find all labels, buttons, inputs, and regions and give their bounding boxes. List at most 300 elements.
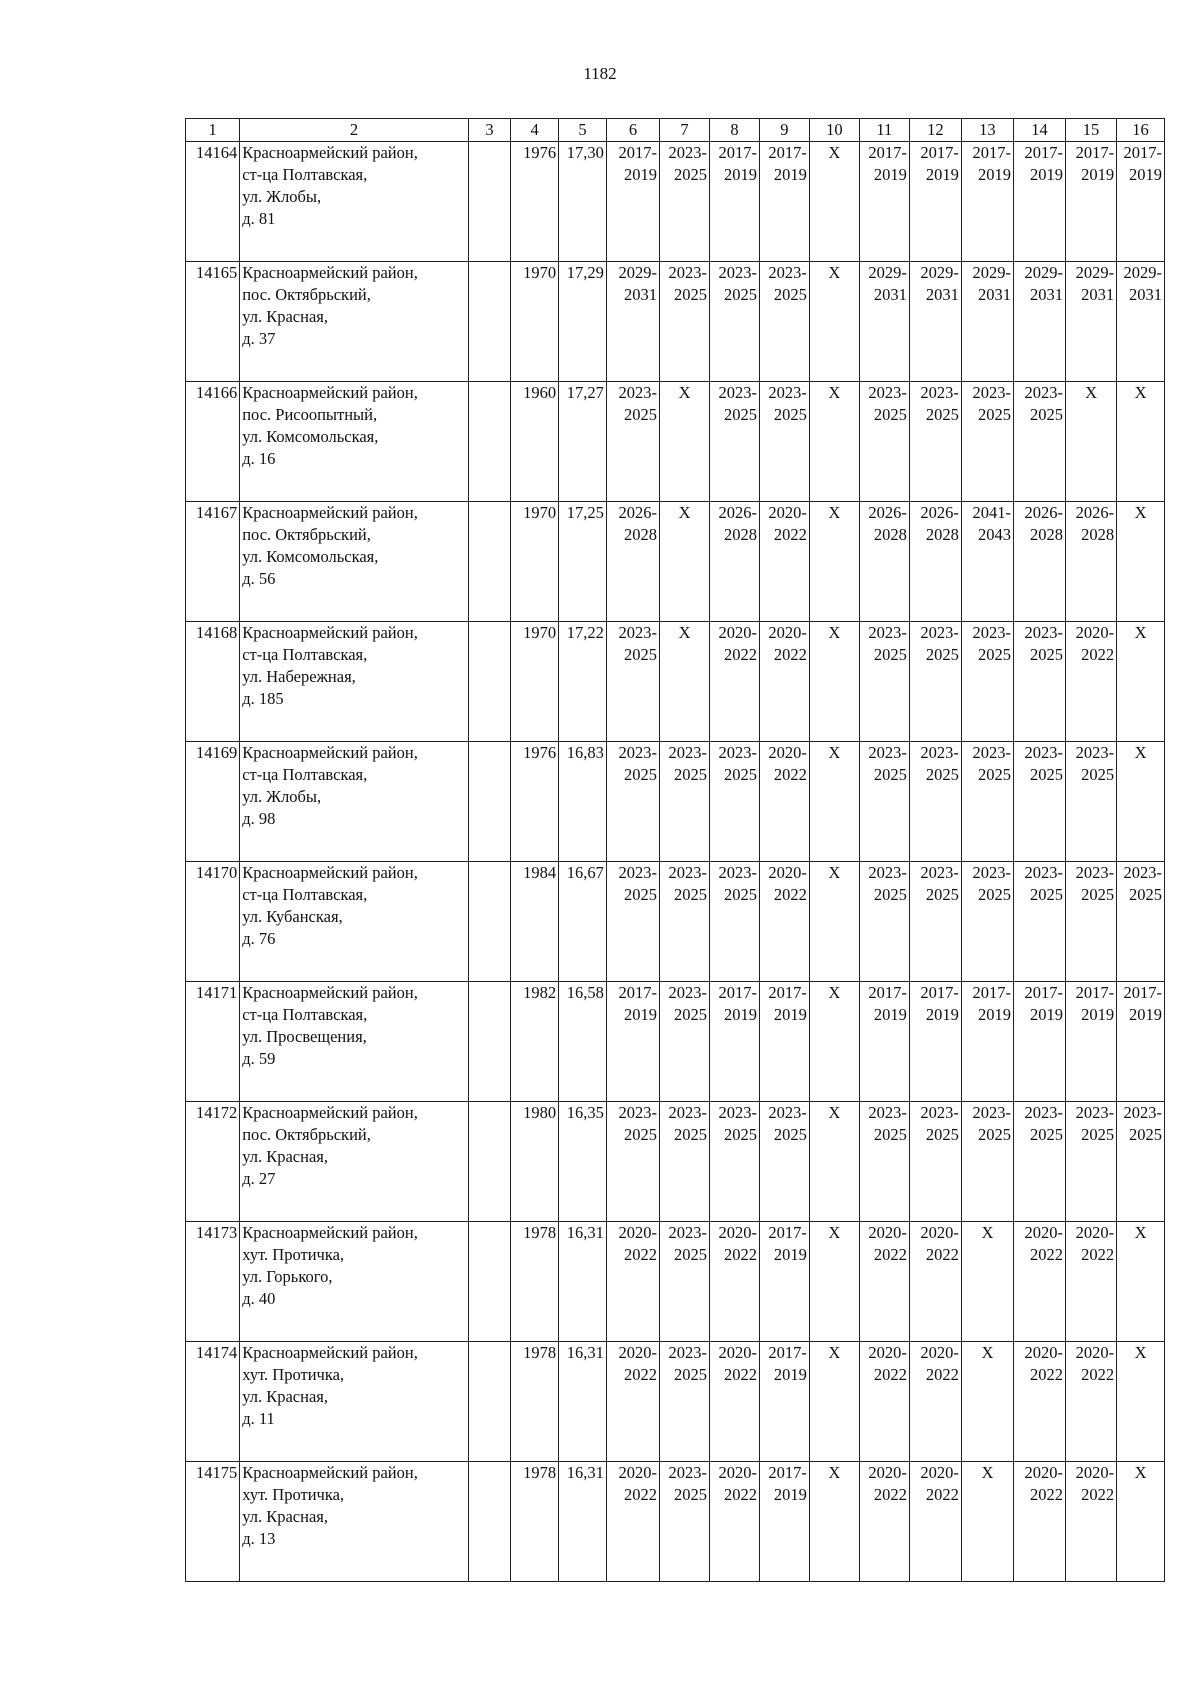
period-part: 2020- [1024, 1343, 1064, 1362]
period-part: 2020- [718, 623, 757, 642]
period-cell [859, 1342, 909, 1462]
period-cell [859, 1462, 909, 1582]
period-part: 2023- [618, 383, 658, 402]
period-cell [1066, 742, 1117, 862]
table-row [186, 622, 1165, 742]
period-part: 2028 [1081, 525, 1115, 544]
period-cell [859, 502, 909, 622]
period-part: 2025 [977, 885, 1011, 904]
value-cell: 16,31 [559, 1342, 607, 1462]
column-3-cell [468, 622, 511, 742]
year-cell: 1960 [511, 382, 559, 502]
period-part: 2022 [624, 1245, 658, 1264]
column-header-11: 11 [859, 119, 909, 142]
address-line: Красноармейский район, [242, 383, 418, 402]
period-part: 2022 [1081, 1485, 1115, 1504]
period-cell: X [809, 622, 859, 742]
period-part: 2028 [624, 525, 658, 544]
period-cell: X [961, 1462, 1013, 1582]
period-part: 2022 [1081, 645, 1115, 664]
address-line: д. 13 [242, 1529, 276, 1548]
row-id: 14170 [186, 862, 240, 982]
period-part: 2029- [1024, 263, 1064, 282]
period-cell [859, 382, 909, 502]
address-cell [240, 142, 469, 262]
address-cell [240, 742, 469, 862]
period-cell [759, 142, 809, 262]
address-line: ул. Жлобы, [242, 787, 322, 806]
year-cell: 1976 [511, 742, 559, 862]
address-cell [240, 262, 469, 382]
period-cell [660, 742, 710, 862]
period-cell [859, 982, 909, 1102]
period-part: 2031 [977, 285, 1011, 304]
period-part: 2025 [773, 1125, 807, 1144]
period-part: 2020- [920, 1223, 959, 1242]
period-cell [606, 1102, 659, 1222]
period-cell [606, 982, 659, 1102]
period-part: 2023- [718, 263, 757, 282]
period-part: 2028 [1030, 525, 1064, 544]
row-id: 14173 [186, 1222, 240, 1342]
period-cell [859, 142, 909, 262]
period-part: 2025 [1129, 885, 1162, 904]
table-row [186, 502, 1165, 622]
period-part: 2020- [920, 1343, 959, 1362]
period-part: 2025 [723, 765, 757, 784]
period-part: 2029- [1075, 263, 1115, 282]
value-cell: 16,58 [559, 982, 607, 1102]
period-cell [759, 1222, 809, 1342]
period-part: 2023- [618, 743, 658, 762]
period-cell: X [660, 382, 710, 502]
period-part: 2025 [624, 405, 658, 424]
address-line: Красноармейский район, [242, 743, 418, 762]
column-3-cell [468, 142, 511, 262]
column-header-7: 7 [660, 119, 710, 142]
period-cell [759, 1102, 809, 1222]
year-cell: 1970 [511, 502, 559, 622]
year-cell: 1978 [511, 1342, 559, 1462]
period-cell [606, 502, 659, 622]
period-part: 2019 [624, 1005, 658, 1024]
address-line: ул. Набережная, [242, 667, 356, 686]
period-part: 2022 [1081, 1245, 1115, 1264]
period-cell [859, 742, 909, 862]
period-cell [606, 1462, 659, 1582]
address-line: д. 76 [242, 929, 276, 948]
period-part: 2025 [723, 1125, 757, 1144]
period-part: 2025 [873, 1125, 907, 1144]
period-part: 2023- [668, 863, 707, 882]
table-body [186, 142, 1165, 1582]
period-cell [1066, 1342, 1117, 1462]
period-part: 2022 [723, 1485, 757, 1504]
period-cell [660, 1342, 710, 1462]
period-part: 2019 [773, 1245, 807, 1264]
year-cell: 1970 [511, 262, 559, 382]
period-part: 2026- [1024, 503, 1064, 522]
period-part: 2029- [618, 263, 658, 282]
address-line: ул. Комсомольская, [242, 427, 379, 446]
period-cell: X [660, 502, 710, 622]
period-part: 2019 [1129, 165, 1162, 184]
column-3-cell [468, 982, 511, 1102]
data-table [185, 118, 1165, 1582]
period-cell [759, 1462, 809, 1582]
period-cell: X [809, 982, 859, 1102]
period-part: 2022 [624, 1365, 658, 1384]
period-part: 2029- [920, 263, 959, 282]
period-part: 2019 [977, 165, 1011, 184]
period-cell [1066, 502, 1117, 622]
period-cell [961, 742, 1013, 862]
period-part: 2019 [773, 1005, 807, 1024]
period-part: 2022 [1030, 1485, 1064, 1504]
period-cell [759, 742, 809, 862]
period-part: 2025 [674, 165, 707, 184]
period-cell [660, 1222, 710, 1342]
column-header-5: 5 [559, 119, 607, 142]
table-row [186, 982, 1165, 1102]
row-id: 14172 [186, 1102, 240, 1222]
column-header-8: 8 [710, 119, 760, 142]
table-row [186, 1462, 1165, 1582]
column-header-12: 12 [909, 119, 961, 142]
period-cell [606, 622, 659, 742]
period-cell [1013, 382, 1065, 502]
period-part: 2020- [618, 1343, 658, 1362]
period-part: 2022 [624, 1485, 658, 1504]
period-part: 2022 [873, 1485, 907, 1504]
address-line: Красноармейский район, [242, 503, 418, 522]
period-part: 2020- [868, 1463, 907, 1482]
period-cell: X [1117, 622, 1165, 742]
period-part: 2020- [768, 623, 807, 642]
period-cell: X [961, 1222, 1013, 1342]
period-cell: X [1066, 382, 1117, 502]
period-part: 2023- [668, 983, 707, 1002]
address-line: хут. Протичка, [242, 1245, 345, 1264]
period-cell [961, 862, 1013, 982]
period-part: 2019 [773, 1365, 807, 1384]
column-header-14: 14 [1013, 119, 1065, 142]
header-row [186, 119, 1165, 142]
period-part: 2017- [768, 1223, 807, 1242]
address-line: Красноармейский район, [242, 983, 418, 1002]
table-row [186, 742, 1165, 862]
period-part: 2025 [1081, 765, 1115, 784]
period-part: 2025 [977, 1125, 1011, 1144]
period-cell: X [961, 1342, 1013, 1462]
address-line: д. 81 [242, 209, 276, 228]
period-cell [1013, 502, 1065, 622]
period-part: 2022 [1081, 1365, 1115, 1384]
period-part: 2029- [972, 263, 1011, 282]
period-part: 2028 [925, 525, 959, 544]
period-part: 2025 [674, 1245, 707, 1264]
address-cell [240, 1102, 469, 1222]
period-cell [1013, 1342, 1065, 1462]
period-cell [909, 1462, 961, 1582]
period-part: 2023- [668, 743, 707, 762]
period-part: 2025 [873, 765, 907, 784]
period-cell [1013, 862, 1065, 982]
period-cell [859, 1222, 909, 1342]
period-cell [660, 262, 710, 382]
period-part: 2025 [1081, 885, 1115, 904]
period-part: 2022 [723, 645, 757, 664]
table-row [186, 1342, 1165, 1462]
period-part: 2025 [674, 885, 707, 904]
address-line: Красноармейский район, [242, 863, 418, 882]
period-cell [1066, 982, 1117, 1102]
value-cell: 16,31 [559, 1462, 607, 1582]
period-cell [961, 982, 1013, 1102]
period-part: 2025 [624, 1125, 658, 1144]
period-part: 2023- [1024, 623, 1064, 642]
year-cell: 1980 [511, 1102, 559, 1222]
period-part: 2025 [773, 405, 807, 424]
period-cell [909, 502, 961, 622]
address-cell [240, 1342, 469, 1462]
column-3-cell [468, 742, 511, 862]
period-part: 2028 [873, 525, 907, 544]
period-part: 2029- [868, 263, 907, 282]
period-cell [1066, 622, 1117, 742]
period-part: 2020- [618, 1223, 658, 1242]
period-part: 2023- [920, 623, 959, 642]
period-cell: X [809, 502, 859, 622]
column-3-cell [468, 1222, 511, 1342]
period-cell [710, 1342, 760, 1462]
address-line: ул. Горького, [242, 1267, 333, 1286]
table-row [186, 1222, 1165, 1342]
period-part: 2020- [868, 1223, 907, 1242]
period-cell [909, 622, 961, 742]
period-cell [859, 262, 909, 382]
period-part: 2025 [925, 405, 959, 424]
period-part: 2025 [1030, 765, 1064, 784]
period-part: 2023- [972, 383, 1011, 402]
period-cell [961, 502, 1013, 622]
period-part: 2026- [868, 503, 907, 522]
period-part: 2023- [1024, 743, 1064, 762]
period-part: 2020- [1075, 1223, 1115, 1242]
period-part: 2019 [925, 1005, 959, 1024]
period-part: 2025 [674, 765, 707, 784]
address-line: Красноармейский район, [242, 1223, 418, 1242]
period-cell: X [1117, 502, 1165, 622]
table-row [186, 1102, 1165, 1222]
period-part: 2022 [1030, 1245, 1064, 1264]
column-header-16: 16 [1117, 119, 1165, 142]
period-cell [660, 862, 710, 982]
column-3-cell [468, 382, 511, 502]
period-part: 2020- [1075, 1343, 1115, 1362]
period-part: 2025 [674, 285, 707, 304]
period-part: 2023- [972, 623, 1011, 642]
period-part: 2020- [1075, 1463, 1115, 1482]
column-3-cell [468, 862, 511, 982]
period-part: 2023- [668, 263, 707, 282]
address-line: ст-ца Полтавская, [242, 645, 368, 664]
period-cell [606, 1222, 659, 1342]
column-header-2: 2 [240, 119, 469, 142]
period-part: 2025 [1030, 405, 1064, 424]
period-part: 2026- [920, 503, 959, 522]
year-cell: 1978 [511, 1462, 559, 1582]
column-3-cell [468, 1102, 511, 1222]
column-3-cell [468, 502, 511, 622]
period-part: 2019 [1081, 1005, 1115, 1024]
period-part: 2019 [1081, 165, 1115, 184]
period-part: 2023- [868, 863, 907, 882]
period-cell [710, 742, 760, 862]
period-part: 2025 [977, 765, 1011, 784]
period-part: 2025 [925, 765, 959, 784]
period-part: 2023- [618, 863, 658, 882]
period-part: 2023- [718, 863, 757, 882]
period-cell [909, 142, 961, 262]
address-line: д. 56 [242, 569, 276, 588]
period-cell [1013, 142, 1065, 262]
period-part: 2023- [718, 743, 757, 762]
address-cell [240, 622, 469, 742]
page-number: 1182 [583, 64, 617, 83]
address-line: д. 59 [242, 1049, 276, 1068]
period-cell [1066, 1102, 1117, 1222]
period-part: 2019 [873, 1005, 907, 1024]
value-cell: 16,83 [559, 742, 607, 862]
address-line: хут. Протичка, [242, 1365, 345, 1384]
period-cell: X [809, 382, 859, 502]
period-cell [710, 862, 760, 982]
period-part: 2023- [668, 1223, 707, 1242]
period-part: 2019 [1129, 1005, 1162, 1024]
period-part: 2026- [618, 503, 658, 522]
period-cell: X [1117, 1222, 1165, 1342]
period-cell: X [809, 262, 859, 382]
period-part: 2023- [868, 623, 907, 642]
column-header-15: 15 [1066, 119, 1117, 142]
address-line: Красноармейский район, [242, 623, 418, 642]
period-part: 2023- [920, 743, 959, 762]
period-part: 2023- [768, 1103, 807, 1122]
period-part: 2023- [668, 143, 707, 162]
period-part: 2017- [868, 143, 907, 162]
column-header-3: 3 [468, 119, 511, 142]
row-id: 14164 [186, 142, 240, 262]
period-part: 2023- [1075, 743, 1115, 762]
column-header-9: 9 [759, 119, 809, 142]
year-cell: 1976 [511, 142, 559, 262]
row-id: 14174 [186, 1342, 240, 1462]
period-part: 2025 [873, 405, 907, 424]
period-part: 2026- [718, 503, 757, 522]
address-line: ул. Жлобы, [242, 187, 322, 206]
period-part: 2017- [768, 983, 807, 1002]
period-cell [710, 382, 760, 502]
column-3-cell [468, 1342, 511, 1462]
period-cell [606, 862, 659, 982]
period-part: 2017- [1024, 143, 1064, 162]
period-part: 2023- [1075, 1103, 1115, 1122]
period-cell [710, 982, 760, 1102]
period-part: 2031 [1129, 285, 1162, 304]
period-part: 2025 [624, 645, 658, 664]
period-part: 2043 [977, 525, 1011, 544]
period-cell [859, 862, 909, 982]
year-cell: 1978 [511, 1222, 559, 1342]
period-cell [909, 982, 961, 1102]
period-cell [606, 382, 659, 502]
period-cell: X [809, 1342, 859, 1462]
period-part: 2017- [920, 143, 959, 162]
period-part: 2019 [1030, 165, 1064, 184]
period-cell [710, 1222, 760, 1342]
period-cell [1066, 1462, 1117, 1582]
period-part: 2023- [618, 1103, 658, 1122]
period-part: 2025 [624, 765, 658, 784]
period-part: 2020- [1075, 623, 1115, 642]
period-part: 2019 [624, 165, 658, 184]
period-cell: X [660, 622, 710, 742]
period-part: 2023- [1123, 1103, 1162, 1122]
period-part: 2020- [618, 1463, 658, 1482]
period-part: 2017- [1075, 143, 1115, 162]
address-cell [240, 1462, 469, 1582]
period-cell [1117, 1102, 1165, 1222]
period-part: 2023- [972, 863, 1011, 882]
table-row [186, 142, 1165, 262]
address-line: д. 11 [242, 1409, 275, 1428]
period-cell [909, 1342, 961, 1462]
row-id: 14169 [186, 742, 240, 862]
period-part: 2017- [718, 143, 757, 162]
period-cell: X [809, 142, 859, 262]
period-cell [1013, 262, 1065, 382]
period-part: 2023- [768, 263, 807, 282]
value-cell: 16,35 [559, 1102, 607, 1222]
column-header-1: 1 [186, 119, 240, 142]
period-cell [909, 382, 961, 502]
period-cell [710, 1102, 760, 1222]
column-header-4: 4 [511, 119, 559, 142]
value-cell: 16,31 [559, 1222, 607, 1342]
period-cell [1066, 142, 1117, 262]
address-line: пос. Октябрьский, [242, 285, 371, 304]
address-line: ул. Комсомольская, [242, 547, 379, 566]
period-cell [961, 1102, 1013, 1222]
period-cell [1066, 862, 1117, 982]
period-part: 2017- [920, 983, 959, 1002]
period-cell [909, 262, 961, 382]
period-part: 2025 [723, 405, 757, 424]
period-cell [859, 1102, 909, 1222]
address-line: пос. Октябрьский, [242, 1125, 371, 1144]
column-3-cell [468, 262, 511, 382]
address-line: Красноармейский район, [242, 1463, 418, 1482]
period-cell [1117, 982, 1165, 1102]
period-cell [710, 622, 760, 742]
period-part: 2020- [768, 743, 807, 762]
period-cell [1013, 1462, 1065, 1582]
row-id: 14166 [186, 382, 240, 502]
value-cell: 17,27 [559, 382, 607, 502]
period-cell [606, 142, 659, 262]
period-part: 2031 [873, 285, 907, 304]
